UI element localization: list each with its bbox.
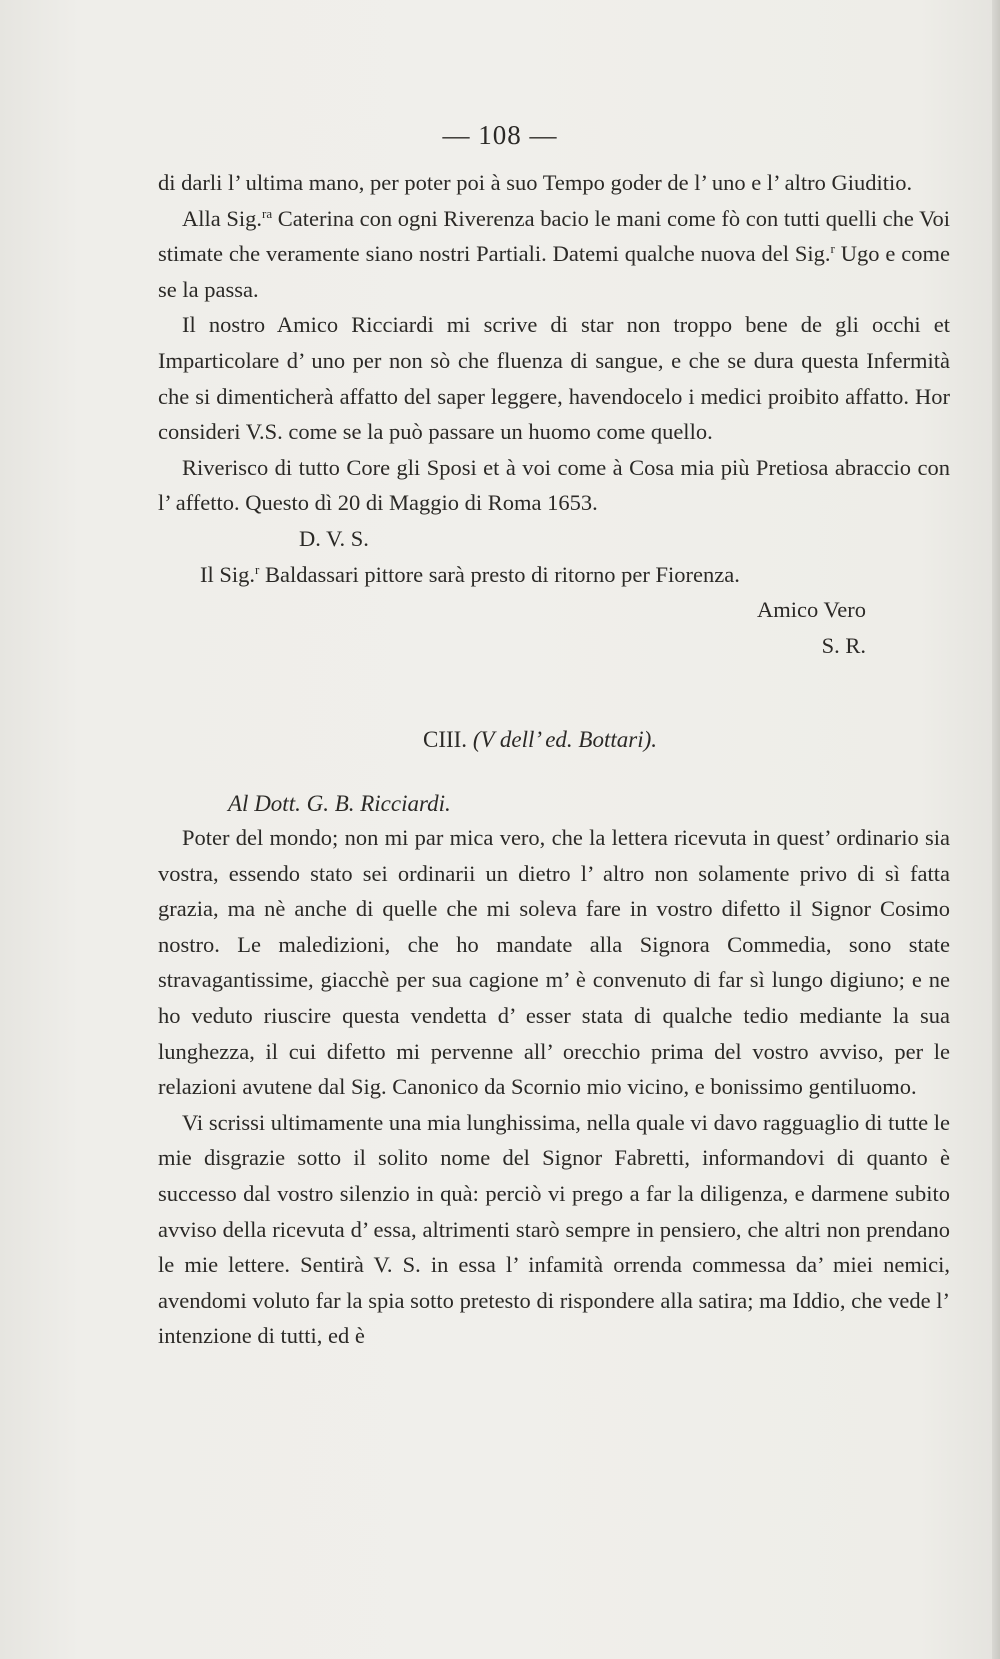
signature-line: Amico Vero <box>757 597 866 623</box>
signature-initials: S. R. <box>821 632 866 658</box>
edition-note: (V dell’ ed. Bottari). <box>472 727 657 752</box>
paragraph: Alla Sig.$^{ra}$ Caterina con ogni Riverenza bacio le mani come fò con tutti quelli che Voi stimate che veramente siano nostri Partiali. Datemi qualche nuova del Sig.$^r$ Ugo e come se la passa. <box>158 205 950 302</box>
letter-body <box>158 820 950 1354</box>
letter-number: CIII. <box>422 727 468 752</box>
page-edge <box>992 0 1000 1659</box>
letter-continuation <box>158 165 950 663</box>
closing-initials: D. V. S. <box>299 525 369 551</box>
page-number: — 108 — <box>442 120 558 150</box>
paragraph: Riverisco di tutto Core gli Sposi et à voi come à Cosa mia più Pretiosa abraccio con l’ affetto. Questo dì 20 di Maggio di Roma 1653. <box>158 454 950 516</box>
postscript: Il Sig.$^r$ Baldassari pittore sarà presto di ritorno per Fiorenza. <box>200 561 740 587</box>
addressee: Al Dott. G. B. Ricciardi. <box>228 791 451 816</box>
paragraph: Il nostro Amico Ricciardi mi scrive di star non troppo bene de gli occhi et Imparticolare d’ uno per non sò che fluenza di sangue, e che se dura questa Infermità che si dimenticherà affatto del saper leggere, havendocelo i medici proibito affatto. Hor consideri V.S. come se la può passare un huomo come quello. <box>158 312 950 445</box>
paragraph: di darli l’ ultima mano, per poter poi à suo Tempo goder de l’ uno e l’ altro Giuditio. <box>158 170 913 195</box>
letter-heading <box>0 727 1000 753</box>
paragraph: Vi scrissi ultimamente una mia lunghissima, nella quale vi davo ragguaglio di tutte le mie disgrazie sotto il solito nome del Signor Fabretti, informandovi di quanto è successo dal vostro silenzio in quà: perciò vi prego a far la diligenza, e darmene subito avviso della ricevuta d’ essa, altrimenti starò sempre in pensiero, che altri non prendano le mie lettere. Sentirà V. S. in essa l’ infamità orrenda commessa da’ miei nemici, avendomi voluto far la spia sotto pretesto di rispondere alla satira; ma Iddio, che vede l’ intenzione di tutti, ed è <box>158 1109 950 1349</box>
paragraph: Poter del mondo; non mi par mica vero, che la lettera ricevuta in quest’ ordinario sia vostra, essendo stato sei ordinarii un dietro l’ altro non solamente privo di sì fatta grazia, ma nè anche di quelle che mi soleva fare in vostro difetto il Signor Cosimo nostro. Le maledizioni, che ho mandate alla Signora Commedia, sono state stravagantissime, giacchè per sua cagione m’ è convenuto di far sì lungo digiuno; e ne ho veduto riuscire questa vendetta d’ esser stata di qualche tedio mediante la sua lunghezza, il cui difetto mi pervenne all’ orecchio prima del vostro avviso, per le relazioni avutene dal Sig. Canonico da Scornio mio vicino, e bonissimo gentiluomo. <box>158 825 950 1100</box>
